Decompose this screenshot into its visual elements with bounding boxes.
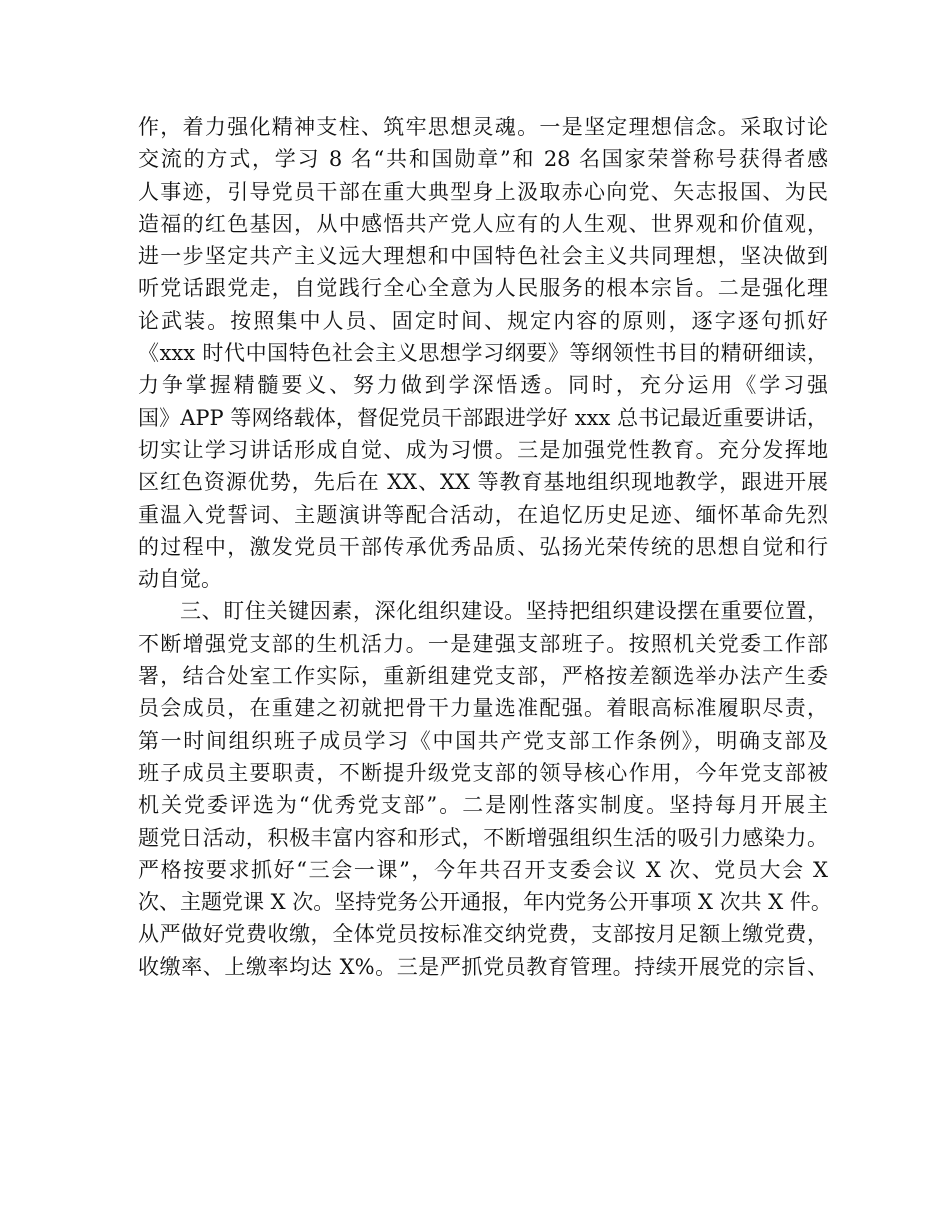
text-line: 不断增强党支部的生机活力。一是建强支部班子。按照机关党委工作部 <box>138 631 828 656</box>
text-line: 从严做好党费收缴，全体党员按标准交纳党费，支部按月足额上缴党费， <box>138 922 828 947</box>
text-line: 切实让学习讲话形成自觉、成为习惯。三是加强党性教育。充分发挥地 <box>138 437 828 462</box>
text-line: 收缴率、上缴率均达 X%。三是严抓党员教育管理。持续开展党的宗旨、 <box>138 954 828 979</box>
section-heading-line: 三、盯住关键因素，深化组织建设。坚持把组织建设摆在重要位置， <box>180 599 828 624</box>
text-line: 次、主题党课 X 次。坚持党务公开通报，年内党务公开事项 X 次共 X 件。 <box>138 890 832 915</box>
text-line: 造福的红色基因，从中感悟共产党人应有的人生观、世界观和价值观， <box>138 211 828 236</box>
text-line: 听党话跟党走，自觉践行全心全意为人民服务的根本宗旨。二是强化理 <box>138 276 828 301</box>
text-line: 重温入党誓词、主题演讲等配合活动，在追忆历史足迹、缅怀革命先烈 <box>138 502 828 527</box>
text-line: 题党日活动，积极丰富内容和形式，不断增强组织生活的吸引力感染力。 <box>138 825 828 850</box>
text-line: 员会成员，在重建之初就把骨干力量选准配强。着眼高标准履职尽责， <box>138 696 828 721</box>
text-line: 第一时间组织班子成员学习《中国共产党支部工作条例》，明确支部及 <box>138 728 828 753</box>
text-line: 署，结合处室工作实际，重新组建党支部，严格按差额选举办法产生委 <box>138 664 828 689</box>
body-text <box>138 111 832 983</box>
text-line: 动自觉。 <box>138 567 222 592</box>
text-line: 国》APP 等网络载体，督促党员干部跟进学好 xxx 总书记最近重要讲话， <box>138 405 828 430</box>
text-line: 班子成员主要职责，不断提升级党支部的领导核心作用，今年党支部被 <box>138 760 828 785</box>
text-line: 交流的方式，学习 8 名“共和国勋章”和 28 名国家荣誉称号获得者感 <box>138 147 828 172</box>
text-line: 论武装。按照集中人员、固定时间、规定内容的原则，逐字逐句抓好 <box>138 308 828 333</box>
text-line: 力争掌握精髓要义、努力做到学深悟透。同时，充分运用《学习强 <box>138 373 828 398</box>
text-line: 进一步坚定共产主义远大理想和中国特色社会主义共同理想，坚决做到 <box>138 244 828 269</box>
text-line: 区红色资源优势，先后在 XX、XX 等教育基地组织现地教学，跟进开展 <box>138 470 828 495</box>
text-line: 的过程中，激发党员干部传承优秀品质、弘扬光荣传统的思想自觉和行 <box>138 534 828 559</box>
text-line: 人事迹，引导党员干部在重大典型身上汲取赤心向党、矢志报国、为民 <box>138 179 828 204</box>
text-line: 作，着力强化精神支柱、筑牢思想灵魂。一是坚定理想信念。采取讨论 <box>138 115 828 139</box>
text-line: 《xxx 时代中国特色社会主义思想学习纲要》等纲领性书目的精研细读， <box>138 341 828 366</box>
text-line: 机关党委评选为“优秀党支部”。二是刚性落实制度。坚持每月开展主 <box>138 793 828 818</box>
text-line: 严格按要求抓好“三会一课”，今年共召开支委会议 X 次、党员大会 X <box>138 857 828 882</box>
